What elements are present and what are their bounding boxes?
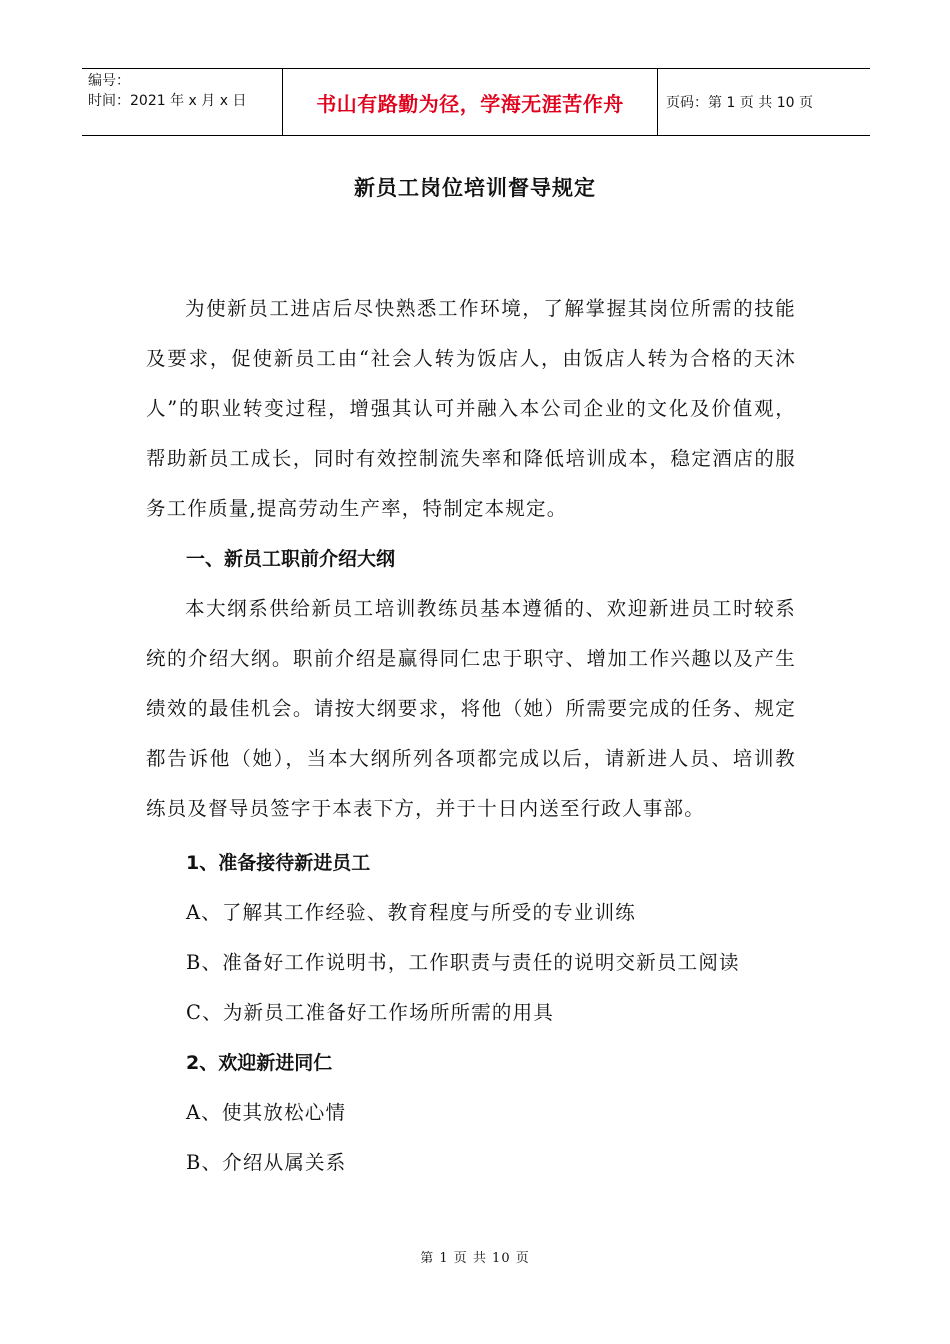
header-motto: 书山有路勤为径，学海无涯苦作舟 [316,91,624,116]
section-heading: 一、新员工职前介绍大纲 [186,548,396,570]
section-paragraph: 本大纲系供给新员工培训教练员基本遵循的、欢迎新进员工时较系统的介绍大纲。职前介绍是赢得同仁忠于职守、增加工作兴趣以及产生绩效的最佳机会。请按大纲要求，将他（她）所需要完成的任务、规定都告诉他（她），当本大纲所列各项都完成以后，请新进人员、培训教练员及督导员签字于本表下方，并于十日内送至行政人事部。 [146,597,796,820]
list-item: C、为新员工准备好工作场所所需的用具 [186,1001,555,1024]
header-meta [82,69,282,135]
document-date-label: 时间：2021 年 x 月 x 日 [88,93,247,109]
header-page-info: 页码：第 1 页 共 10 页 [666,95,813,111]
list-item: B、介绍从属关系 [186,1151,347,1174]
list-item: A、使其放松心情 [186,1101,347,1124]
list-item: B、准备好工作说明书，工作职责与责任的说明交新员工阅读 [186,951,740,974]
list-item: A、了解其工作经验、教育程度与所受的专业训练 [186,901,636,924]
page-footer: 第 1 页 共 10 页 [420,1251,530,1266]
document-number-label: 编号： [88,73,130,89]
subsection-heading: 1、准备接待新进员工 [186,852,371,874]
subsection-heading: 2、欢迎新进同仁 [186,1052,333,1074]
intro-paragraph: 为使新员工进店后尽快熟悉工作环境，了解掌握其岗位所需的技能及要求，促使新员工由“社会人转为饭店人，由饭店人转为合格的天沐人”的职业转变过程，增强其认可并融入本公司企业的文化及价值观，帮助新员工成长，同时有效控制流失率和降低培训成本，稳定酒店的服务工作质量,提高劳动生产率，特制定本规定。 [146,297,796,520]
page-header [82,68,870,136]
document-body [146,284,796,1188]
header-motto-cell [282,69,658,135]
document-title: 新员工岗位培训督导规定 [354,176,596,200]
